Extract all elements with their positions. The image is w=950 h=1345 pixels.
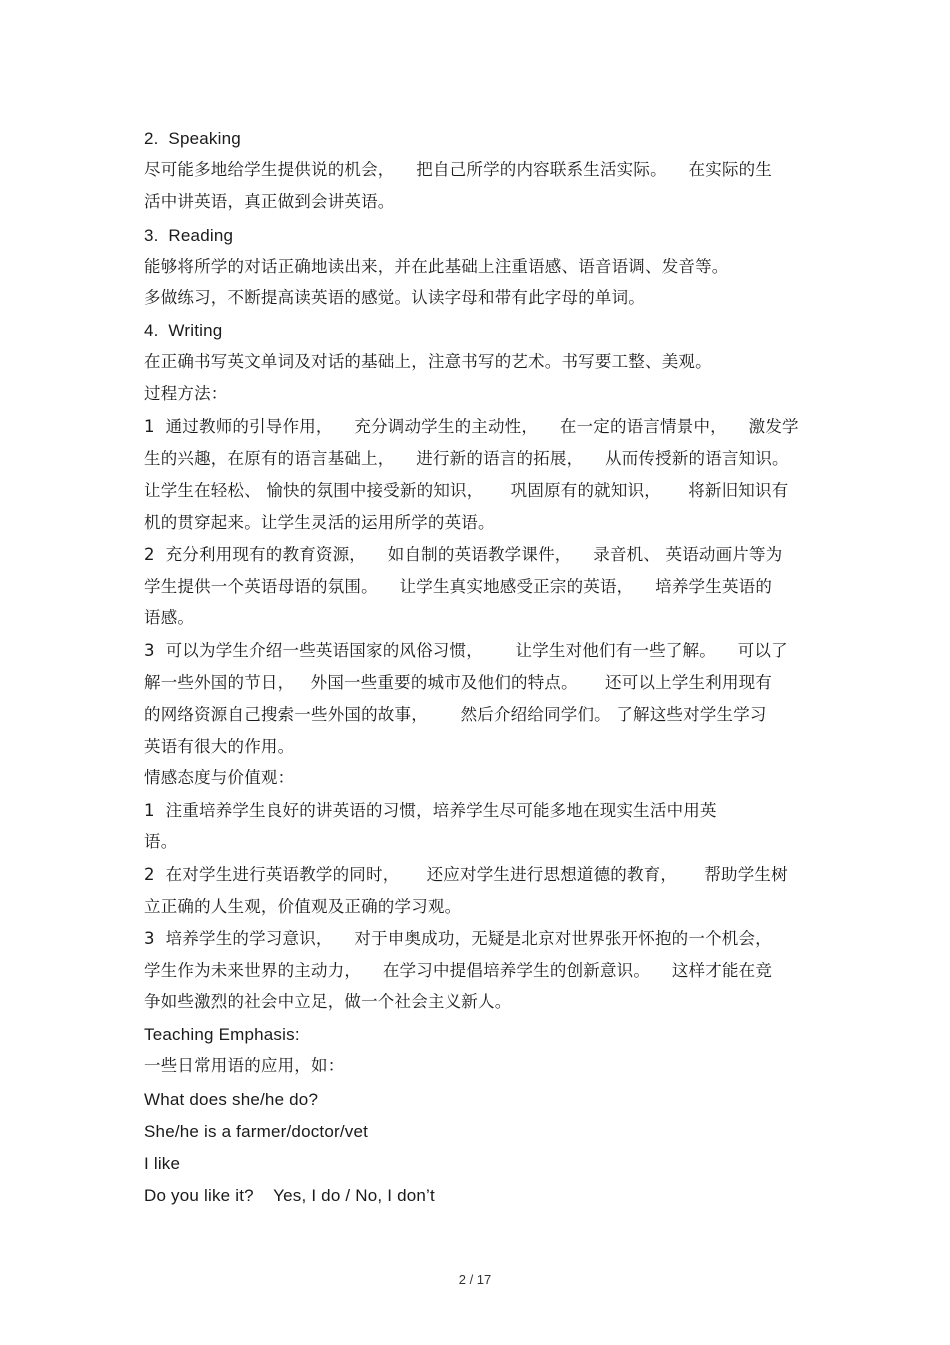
text-line: 活中讲英语，真正做到会讲英语。 — [144, 192, 395, 211]
heading-speaking: 2. Speaking — [144, 129, 241, 148]
heading-reading: 3. Reading — [144, 226, 234, 245]
example-sentence: I like — [144, 1154, 181, 1173]
text-line: 让学生在轻松、 愉快的氛围中接受新的知识， 巩固原有的就知识， 将新旧知识有 — [144, 481, 789, 500]
text-line: 争如些激烈的社会中立足，做一个社会主义新人。 — [144, 992, 512, 1011]
text-line: 能够将所学的对话正确地读出来，并在此基础上注重语感、语音语调、发音等。 — [144, 257, 729, 276]
text-line: 2 在对学生进行英语教学的同时， 还应对学生进行思想道德的教育， 帮助学生树 — [144, 865, 788, 884]
heading-writing: 4. Writing — [144, 321, 223, 340]
text-line: 多做练习，不断提高读英语的感觉。认读字母和带有此字母的单词。 — [144, 288, 645, 307]
page-number: 2 / 17 — [458, 1272, 492, 1287]
text-line: 英语有很大的作用。 — [144, 737, 295, 756]
example-sentence: She/he is a farmer/doctor/vet — [144, 1122, 369, 1141]
text-line: 1 注重培养学生良好的讲英语的习惯，培养学生尽可能多地在现实生活中用英 — [144, 801, 717, 820]
text-line: 生的兴趣，在原有的语言基础上， 进行新的语言的拓展， 从而传授新的语言知识。 — [144, 449, 789, 468]
text-line: 机的贯穿起来。让学生灵活的运用所学的英语。 — [144, 513, 495, 532]
text-line: 语。 — [144, 832, 178, 851]
text-line: 的网络资源自己搜索一些外国的故事， 然后介绍给同学们。 了解这些对学生学习 — [144, 705, 767, 724]
heading-teaching-emphasis: Teaching Emphasis: — [144, 1025, 300, 1044]
section-heading-attitude: 情感态度与价值观： — [144, 768, 295, 787]
text-line: 学生作为未来世界的主动力， 在学习中提倡培养学生的创新意识。 这样才能在竞 — [144, 961, 773, 980]
text-line: 尽可能多地给学生提供说的机会， 把自己所学的内容联系生活实际。 在实际的生 — [144, 160, 773, 179]
example-sentence: Do you like it? Yes, I do / No, I don’t — [144, 1186, 435, 1205]
text-line: 在正确书写英文单词及对话的基础上，注意书写的艺术。书写要工整、美观。 — [144, 352, 712, 371]
text-line: 3 培养学生的学习意识， 对于申奥成功，无疑是北京对世界张开怀抱的一个机会， — [144, 929, 772, 948]
text-line: 一些日常用语的应用，如： — [144, 1056, 345, 1075]
text-line: 语感。 — [144, 608, 195, 627]
text-line: 立正确的人生观，价值观及正确的学习观。 — [144, 897, 462, 916]
text-line: 2 充分利用现有的教育资源， 如自制的英语教学课件， 录音机、 英语动画片等为 — [144, 545, 783, 564]
text-line: 3 可以为学生介绍一些英语国家的风俗习惯， 让学生对他们有一些了解。 可以了 — [144, 641, 788, 660]
example-sentence: What does she/he do? — [144, 1090, 319, 1109]
section-heading-process: 过程方法： — [144, 384, 228, 403]
text-line: 学生提供一个英语母语的氛围。 让学生真实地感受正宗的英语， 培养学生英语的 — [144, 577, 773, 596]
text-line: 解一些外国的节日， 外国一些重要的城市及他们的特点。 还可以上学生利用现有 — [144, 673, 773, 692]
text-line: 1 通过教师的引导作用， 充分调动学生的主动性， 在一定的语言情景中， 激发学 — [144, 417, 799, 436]
